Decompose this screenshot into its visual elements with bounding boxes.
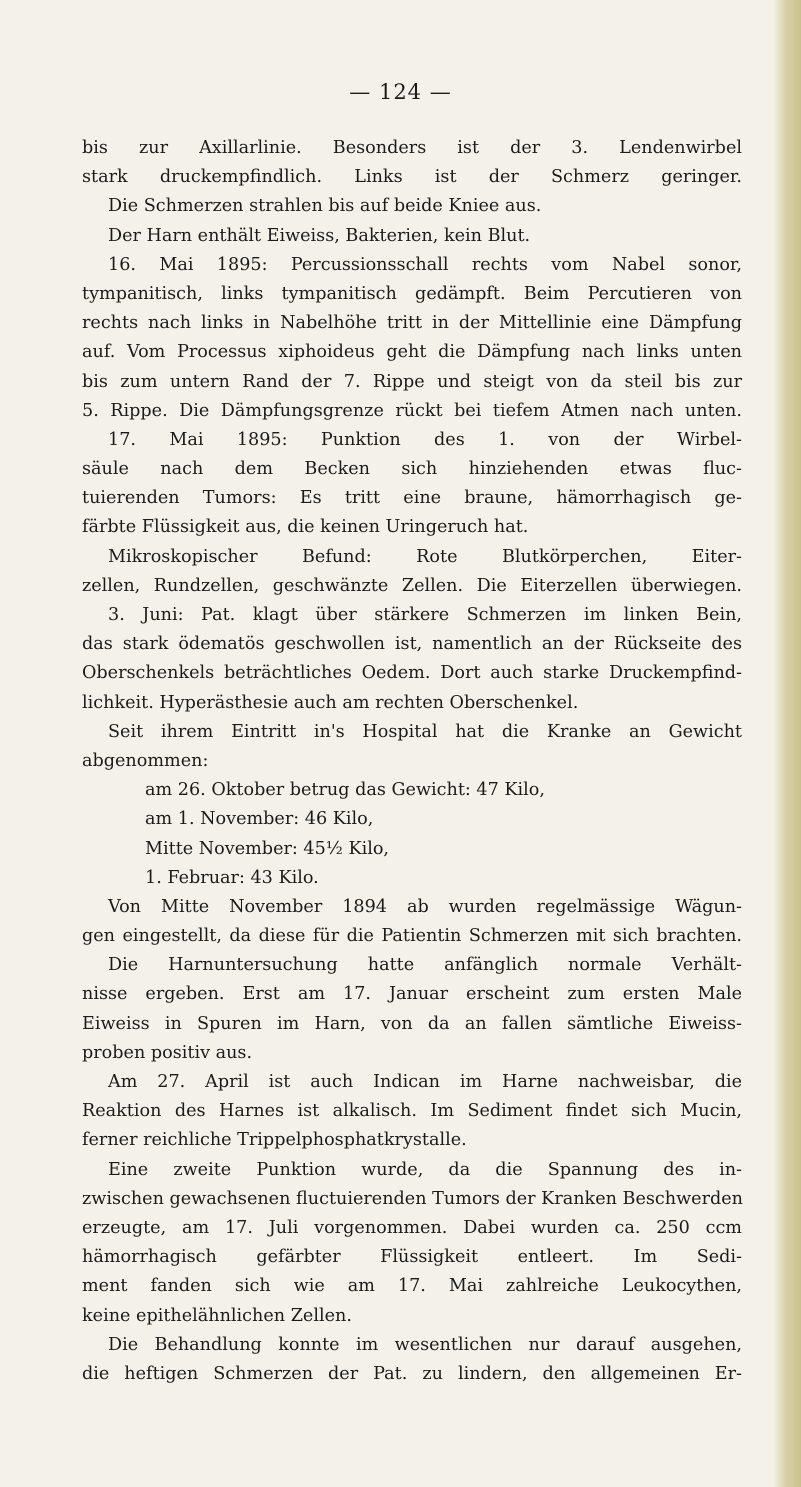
- text-line: tuierenden Tumors: Es tritt eine braune, hämorrhagisch ge-: [82, 488, 742, 509]
- body-text: [82, 134, 742, 1389]
- text-line: proben positiv aus.: [82, 1042, 253, 1063]
- text-line: erzeugte, am 17. Juli vorgenommen. Dabei wurden ca. 250 ccm: [82, 1217, 742, 1238]
- text-line: hämorrhagisch gefärbter Flüssigkeit entleert. Im Sedi-: [82, 1247, 742, 1268]
- text-line: gen eingestellt, da diese für die Patientin Schmerzen mit sich brachten.: [82, 926, 742, 947]
- weight-entry: am 26. Oktober betrug das Gewicht: 47 Kilo,: [145, 780, 545, 801]
- text-line: rechts nach links in Nabelhöhe tritt in der Mittellinie eine Dämpfung: [82, 313, 742, 334]
- text-line: 5. Rippe. Die Dämpfungsgrenze rückt bei tiefem Atmen nach unten.: [82, 400, 742, 421]
- weight-entry: Mitte November: 45½ Kilo,: [145, 838, 390, 859]
- text-line: Die Schmerzen strahlen bis auf beide Kniee aus.: [108, 196, 542, 217]
- text-line: das stark ödematös geschwollen ist, namentlich an der Rückseite des: [82, 634, 742, 655]
- page-number: — 124 —: [349, 80, 452, 104]
- text-line: bis zur Axillarlinie. Besonders ist der 3. Lendenwirbel: [82, 138, 742, 158]
- text-line: Die Behandlung konnte im wesentlichen nur darauf ausgehen,: [108, 1334, 742, 1355]
- text-line: Seit ihrem Eintritt in's Hospital hat die Kranke an Gewicht: [108, 721, 742, 742]
- text-line: ment fanden sich wie am 17. Mai zahlreiche Leukocythen,: [82, 1276, 742, 1297]
- text-line: Mikroskopischer Befund: Rote Blutkörperchen, Eiter-: [108, 546, 742, 567]
- text-line: die heftigen Schmerzen der Pat. zu lindern, den allgemeinen Er-: [82, 1363, 742, 1384]
- text-line: 16. Mai 1895: Percussionsschall rechts vom Nabel sonor,: [108, 254, 742, 275]
- text-line: Oberschenkels beträchtliches Oedem. Dort auch starke Druckempfind-: [82, 663, 742, 684]
- text-line: keine epithelähnlichen Zellen.: [82, 1305, 352, 1326]
- text-line: lichkeit. Hyperästhesie auch am rechten Oberschenkel.: [82, 692, 579, 713]
- text-line: nisse ergeben. Erst am 17. Januar erscheint zum ersten Male: [82, 984, 742, 1005]
- text-line: abgenommen:: [82, 750, 209, 771]
- text-line: Von Mitte November 1894 ab wurden regelmässige Wägun-: [108, 896, 742, 917]
- text-line: tympanitisch, links tympanitisch gedämpft. Beim Percutieren von: [82, 283, 742, 304]
- text-line: zellen, Rundzellen, geschwänzte Zellen. Die Eiterzellen überwiegen.: [82, 575, 742, 596]
- text-line: 3. Juni: Pat. klagt über stärkere Schmerzen im linken Bein,: [108, 605, 742, 625]
- text-line: 17. Mai 1895: Punktion des 1. von der Wirbel-: [108, 429, 742, 450]
- text-line: Eine zweite Punktion wurde, da die Spannung des in-: [108, 1159, 742, 1180]
- text-line: bis zum untern Rand der 7. Rippe und steigt von da steil bis zur: [82, 371, 742, 392]
- text-line: färbte Flüssigkeit aus, die keinen Uringeruch hat.: [82, 517, 529, 538]
- text-line: Die Harnuntersuchung hatte anfänglich normale Verhält-: [108, 955, 742, 976]
- weight-entry: am 1. November: 46 Kilo,: [145, 809, 374, 830]
- text-line: säule nach dem Becken sich hinziehenden etwas fluc-: [82, 459, 742, 480]
- text-line: ferner reichliche Trippelphosphatkrystalle.: [82, 1130, 467, 1151]
- text-line: Der Harn enthält Eiweiss, Bakterien, kein Blut.: [108, 225, 531, 246]
- text-line: Eiweiss in Spuren im Harn, von da an fallen sämtliche Eiweiss-: [82, 1013, 742, 1034]
- page-edge-shadow: [773, 0, 801, 1487]
- text-line: stark druckempfindlich. Links ist der Schmerz geringer.: [82, 167, 742, 188]
- text-line: Reaktion des Harnes ist alkalisch. Im Sediment findet sich Mucin,: [82, 1101, 742, 1122]
- text-line: Am 27. April ist auch Indican im Harne nachweisbar, die: [108, 1072, 742, 1092]
- text-line: zwischen gewachsenen fluctuierenden Tumors der Kranken Beschwerden: [82, 1188, 743, 1209]
- text-line: auf. Vom Processus xiphoideus geht die Dämpfung nach links unten: [82, 342, 742, 363]
- weight-entry: 1. Februar: 43 Kilo.: [145, 867, 319, 888]
